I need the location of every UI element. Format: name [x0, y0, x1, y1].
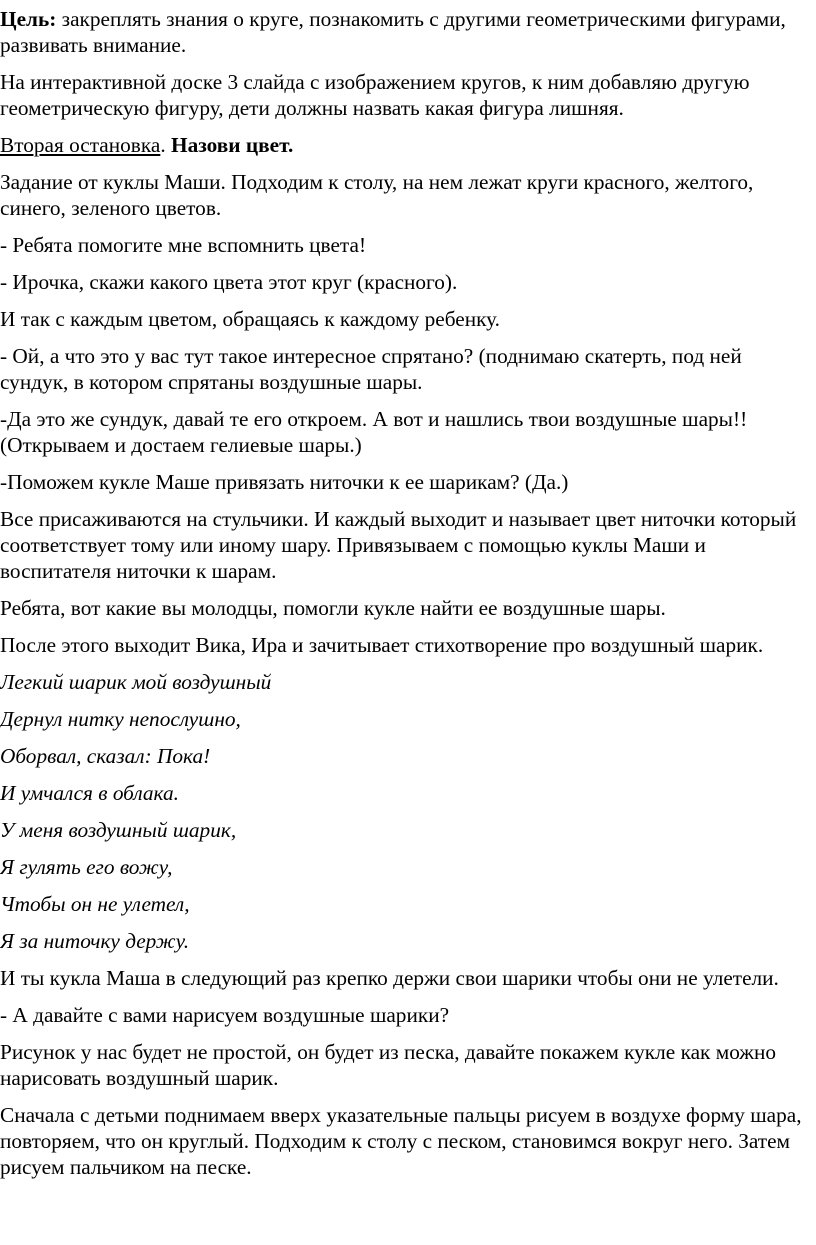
goal-text: закреплять знания о круге, познакомить с другими геометрическими фигурами, развивать внимание.: [0, 7, 786, 57]
paragraph: Рисунок у нас будет не простой, он будет из песка, давайте покажем кукле как можно нарисовать воздушный шарик.: [0, 1040, 777, 1090]
section-separator: .: [160, 133, 171, 157]
paragraph: Все присаживаются на стульчики. И каждый выходит и называет цвет ниточки который соответствует тому или иному шару. Привязываем с помощью куклы Маши и воспитателя ниточки к шарам.: [0, 507, 797, 583]
poem-line: Оборвал, сказал: Пока!: [0, 744, 211, 768]
goal-paragraph: [0, 6, 812, 58]
goal-label: Цель:: [0, 7, 57, 31]
paragraph: На интерактивной доске 3 слайда с изображением кругов, к ним добавляю другую геометрическую фигуру, дети должны назвать какая фигура лишняя.: [0, 70, 750, 120]
poem-line: Чтобы он не улетел,: [0, 892, 190, 916]
paragraph: После этого выходит Вика, Ира и зачитывает стихотворение про воздушный шарик.: [0, 633, 764, 657]
paragraph: Задание от куклы Маши. Подходим к столу, на нем лежат круги красного, желтого, синего, зеленого цветов.: [0, 170, 754, 220]
paragraph: Ребята, вот какие вы молодцы, помогли кукле найти ее воздушные шары.: [0, 596, 666, 620]
paragraph: -Поможем кукле Маше привязать ниточки к ее шарикам? (Да.): [0, 470, 569, 494]
paragraph: И так с каждым цветом, обращаясь к каждому ребенку.: [0, 307, 500, 331]
paragraph: - А давайте с вами нарисуем воздушные шарики?: [0, 1003, 450, 1027]
paragraph: -Да это же сундук, давай те его откроем. А вот и нашлись твои воздушные шары!! (Открываем и достаем гелиевые шары.): [0, 407, 748, 457]
paragraph: И ты кукла Маша в следующий раз крепко держи свои шарики чтобы они не улетели.: [0, 966, 779, 990]
document-page: [0, 6, 812, 1191]
poem-line: И умчался в облака.: [0, 781, 179, 805]
paragraph: - Ребята помогите мне вспомнить цвета!: [0, 233, 367, 257]
paragraph: Сначала с детьми поднимаем вверх указательные пальцы рисуем в воздухе форму шара, повторяем, что он круглый. Подходим к столу с песком, становимся вокруг него. Затем рисуем пальчиком на песке.: [0, 1103, 802, 1179]
poem-line: У меня воздушный шарик,: [0, 818, 237, 842]
poem-line: Дернул нитку непослушно,: [0, 707, 241, 731]
section-label: Вторая остановка: [0, 133, 161, 157]
poem-line: Я за ниточку держу.: [0, 929, 190, 953]
poem-line: Я гулять его вожу,: [0, 855, 173, 879]
section-title: Назови цвет.: [171, 133, 294, 157]
paragraph: - Ирочка, скажи какого цвета этот круг (красного).: [0, 270, 458, 294]
section-heading: [0, 132, 812, 158]
poem-line: Легкий шарик мой воздушный: [0, 670, 272, 694]
paragraph: - Ой, а что это у вас тут такое интересное спрятано? (поднимаю скатерть, под ней сундук, в котором спрятаны воздушные шары.: [0, 344, 742, 394]
